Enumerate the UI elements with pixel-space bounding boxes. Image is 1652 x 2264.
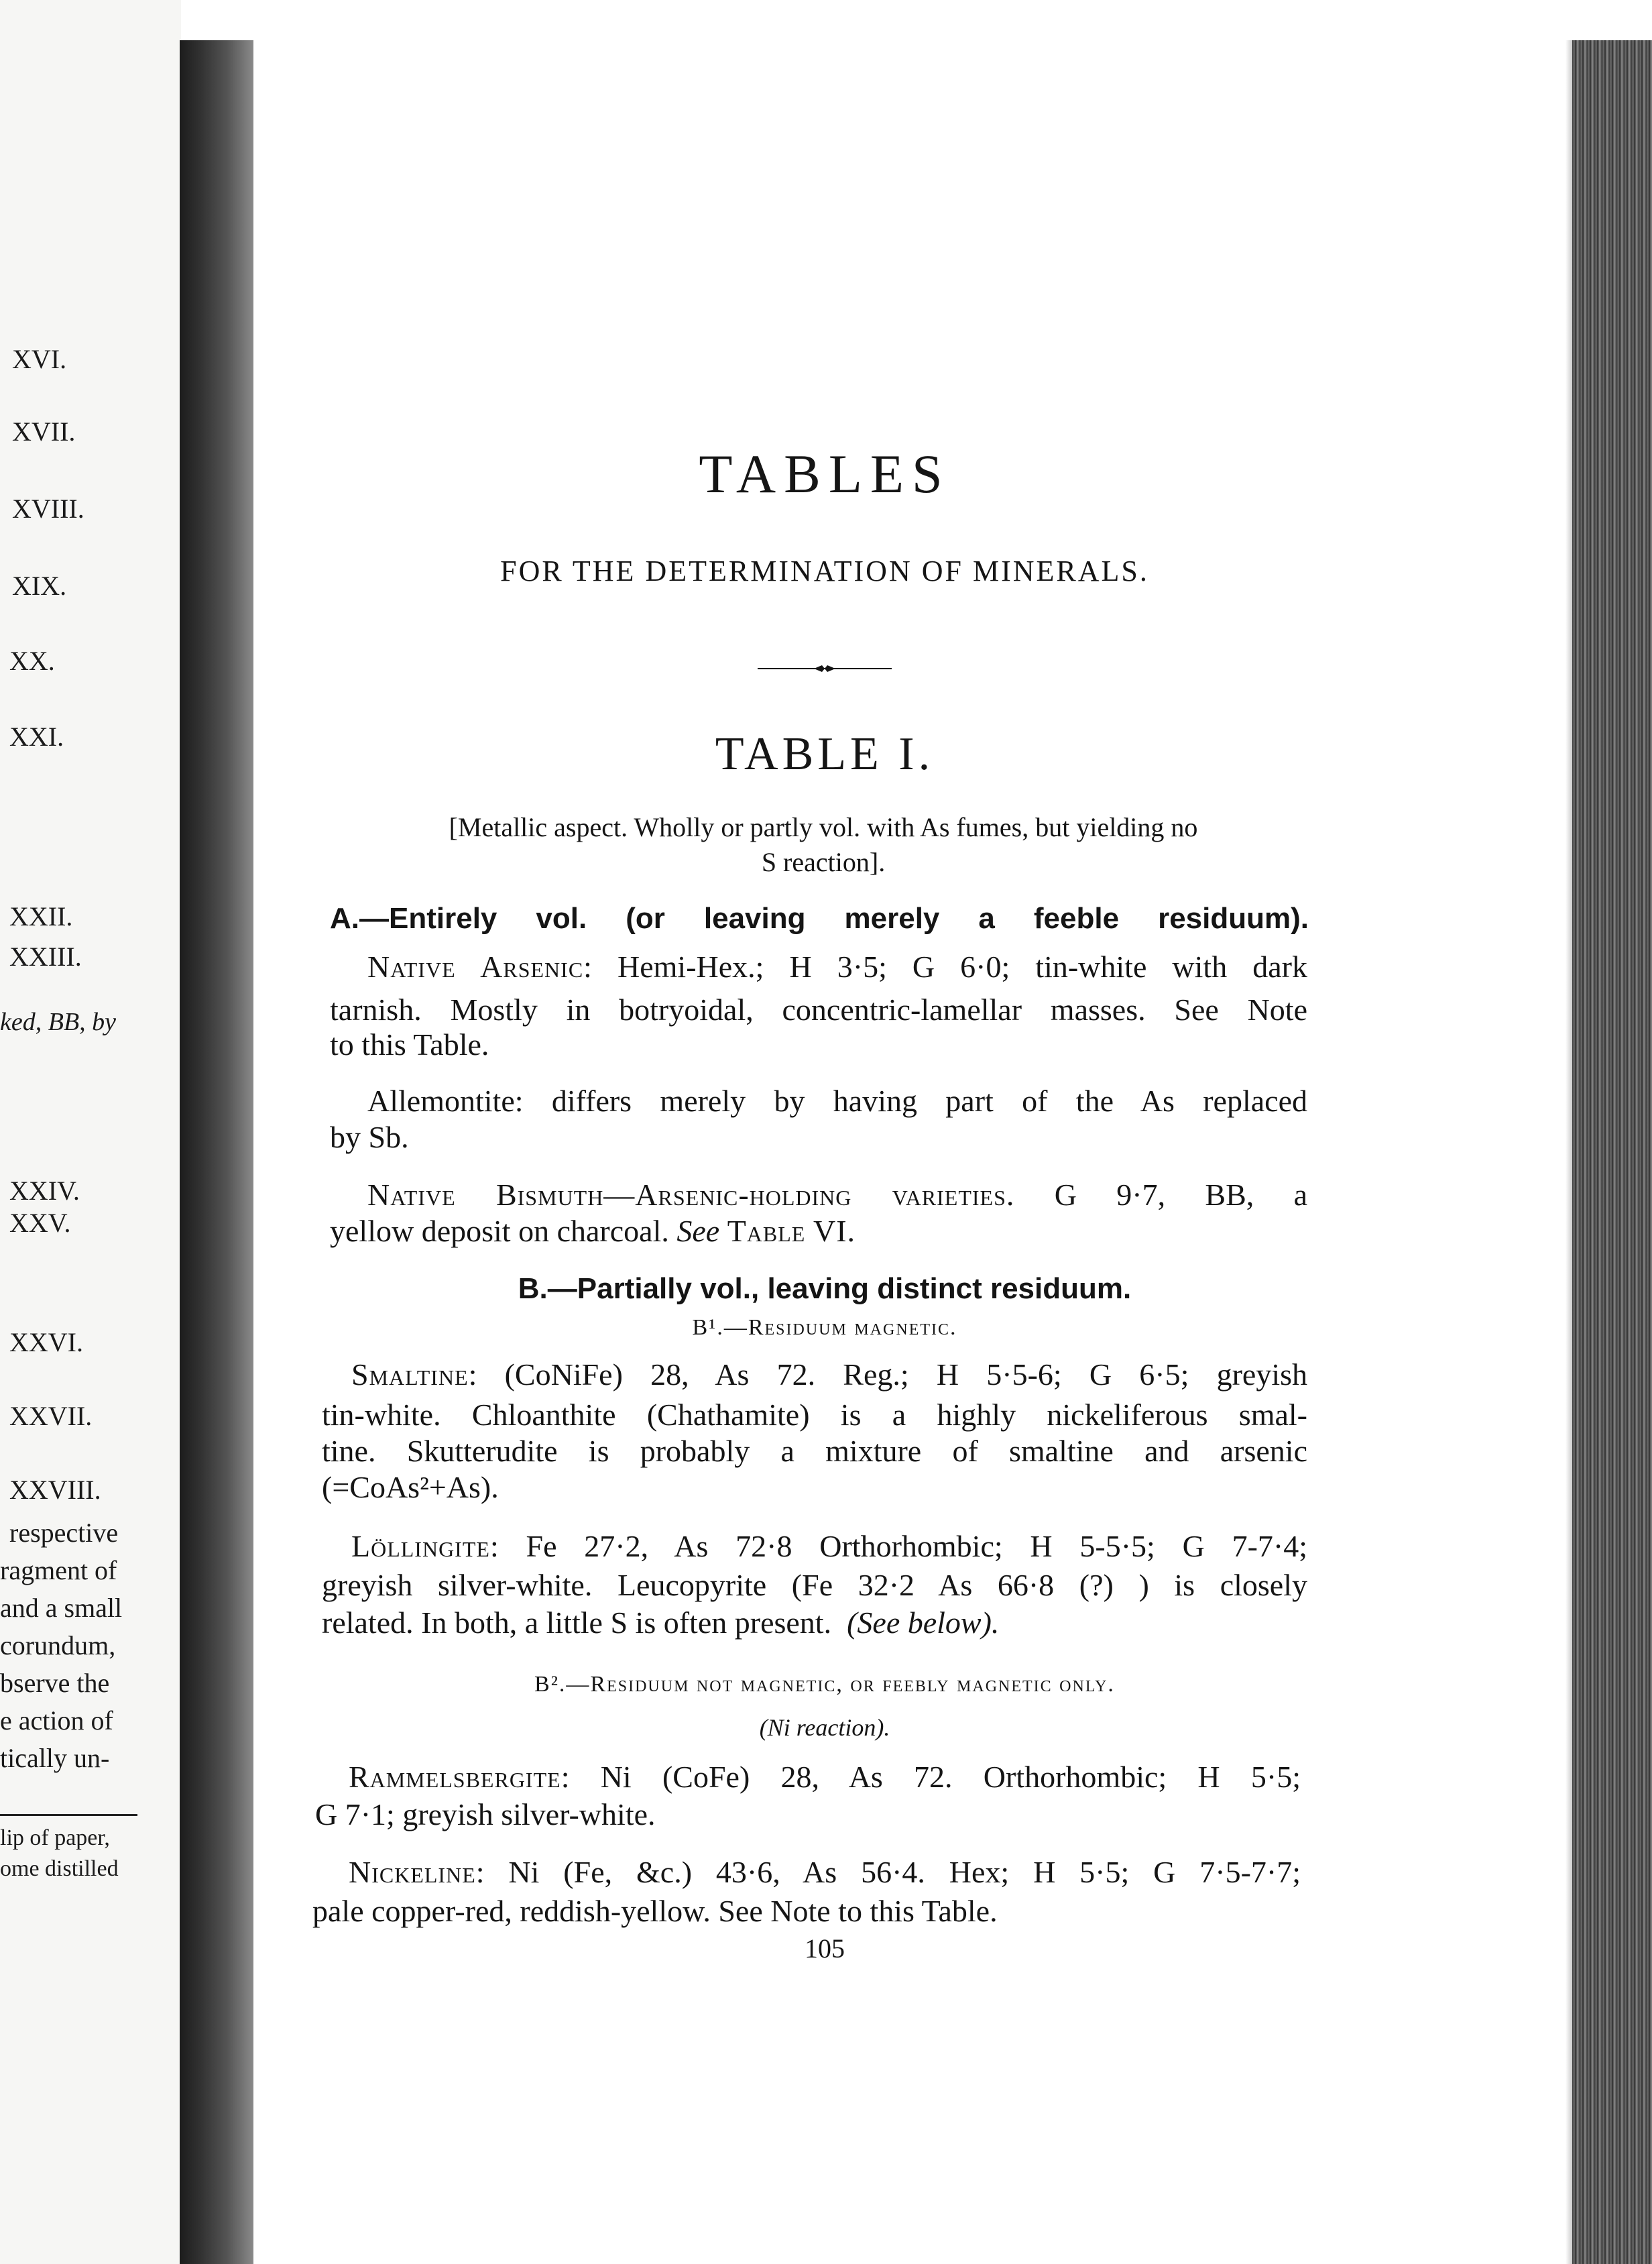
entry-line: pale copper-red, reddish-yellow. See Note to this Table. <box>312 1894 998 1928</box>
entry-allemontite: Allemontite: differs merely by having part of the As replaced <box>367 1084 1307 1118</box>
entry-line: tine. Skutterudite is probably a mixture of smaltine and arsenic <box>322 1434 1307 1468</box>
left-numeral: XVII. <box>12 416 76 447</box>
mineral-name: Rammelsbergite <box>349 1760 561 1794</box>
page-title: TABLES <box>699 443 951 504</box>
entry-line: tin-white. Chloanthite (Chathamite) is a highly nickeliferous smal- <box>322 1398 1307 1432</box>
mineral-name: Native Bismuth—Arsenic-holding varieties. <box>367 1178 1015 1212</box>
entry-line: tarnish. Mostly in botryoidal, concentric-lamellar masses. See Note <box>330 993 1307 1027</box>
left-numeral: XX. <box>9 646 55 676</box>
left-numeral: XXVIII. <box>9 1475 101 1505</box>
left-numeral: XXIII. <box>9 942 82 972</box>
left-fragment: and a small <box>0 1593 123 1623</box>
left-numeral: XXIV. <box>9 1176 80 1206</box>
left-footnote: ome distilled <box>0 1856 119 1881</box>
mineral-name: Native Arsenic <box>367 950 584 984</box>
left-fragment: respective <box>9 1518 119 1548</box>
left-numeral: XXV. <box>9 1208 71 1238</box>
entry-smaltine: Smaltine: (CoNiFe) 28, As 72. Reg.; H 5·5-6; G 6·5; greyish <box>351 1357 1307 1392</box>
table-title: TABLE I. <box>715 728 935 780</box>
b2-heading: B².—Residuum not magnetic, or feebly magnetic only. <box>534 1672 1115 1697</box>
footnote-rule <box>0 1814 137 1816</box>
b1-heading: B¹.—Residuum magnetic. <box>692 1315 957 1340</box>
section-a-heading: A.—Entirely vol. (or leaving merely a feeble residuum). <box>330 902 1309 935</box>
page-number: 105 <box>805 1933 845 1964</box>
left-numeral: XVIII. <box>12 494 84 524</box>
mineral-name: Löllingite <box>351 1529 490 1563</box>
left-footnote: lip of paper, <box>0 1825 110 1850</box>
left-fragment: e action of <box>0 1705 113 1736</box>
book-gutter-shadow <box>180 40 253 2264</box>
left-fragment: bserve the <box>0 1668 110 1698</box>
left-facing-page <box>0 0 181 2264</box>
entry-line: related. In both, a little S is often present. (See below). <box>322 1605 1000 1640</box>
entry-nickeline: Nickeline: Ni (Fe, &c.) 43·6, As 56·4. Hex; H 5·5; G 7·5-7·7; <box>349 1855 1301 1889</box>
left-numeral: XXII. <box>9 901 73 931</box>
entry-line: (=CoAs²+As). <box>322 1470 499 1504</box>
section-b-heading: B.—Partially vol., leaving distinct residuum. <box>518 1272 1132 1305</box>
mineral-name: Nickeline <box>349 1855 476 1889</box>
page-stack-edge <box>1572 40 1652 2264</box>
page-subtitle: FOR THE DETERMINATION OF MINERALS. <box>500 555 1149 587</box>
left-numeral: XVI. <box>12 344 67 374</box>
entry-line: by Sb. <box>330 1120 409 1154</box>
entry-rammelsbergite: Rammelsbergite: Ni (CoFe) 28, As 72. Orthorhombic; H 5·5; <box>349 1760 1301 1794</box>
table-description: S reaction]. <box>761 847 886 877</box>
ornament-divider <box>758 664 892 673</box>
entry-native-bismuth: Native Bismuth—Arsenic-holding varieties. G 9·7, BB, a <box>367 1178 1307 1212</box>
mineral-name: Smaltine <box>351 1357 469 1392</box>
entry-native-arsenic: Native Arsenic: Hemi-Hex.; H 3·5; G 6·0; tin-white with dark <box>367 950 1307 984</box>
left-fragment: corundum, <box>0 1630 116 1660</box>
b2-subheading: (Ni reaction). <box>759 1714 890 1741</box>
mineral-name: Allemontite <box>367 1084 515 1118</box>
entry-line: G 7·1; greyish silver-white. <box>315 1797 656 1831</box>
left-numeral: XXVI. <box>9 1327 83 1357</box>
left-fragment: ked, BB, by <box>0 1008 117 1036</box>
left-numeral: XXI. <box>9 722 64 752</box>
entry-lollingite: Löllingite: Fe 27·2, As 72·8 Orthorhombic; H 5-5·5; G 7-7·4; <box>351 1529 1307 1563</box>
left-numeral: XIX. <box>12 571 67 601</box>
left-fragment: tically un- <box>0 1743 110 1773</box>
table-description: [Metallic aspect. Wholly or partly vol. with As fumes, but yielding no <box>449 812 1198 842</box>
entry-line: to this Table. <box>330 1027 489 1062</box>
entry-line: greyish silver-white. Leucopyrite (Fe 32·2 As 66·8 (?) ) is closely <box>322 1568 1307 1602</box>
left-fragment: ragment of <box>0 1555 117 1585</box>
entry-line: yellow deposit on charcoal. See Table VI. <box>330 1214 856 1248</box>
left-numeral: XXVII. <box>9 1401 93 1431</box>
